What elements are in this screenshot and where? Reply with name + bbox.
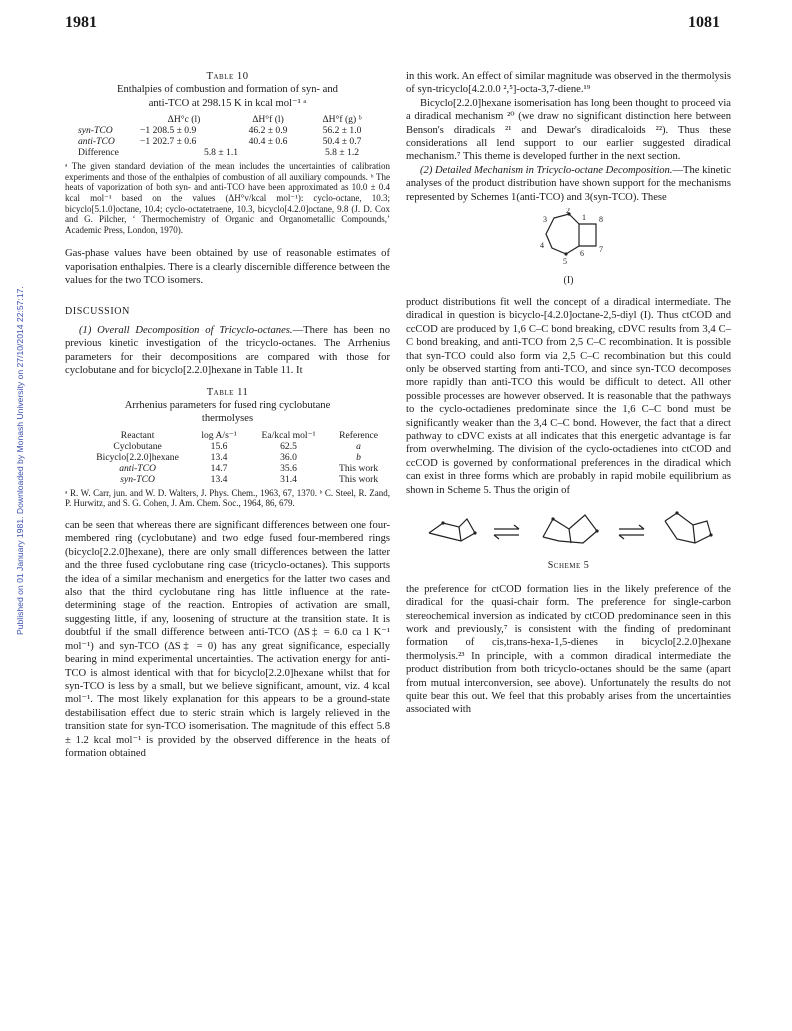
table11-caption: Arrhenius parameters for fused ring cyclobutane thermolyses	[124, 400, 331, 425]
table11-label: Table 11	[206, 386, 249, 398]
scheme-5-drawing	[419, 507, 719, 555]
atom-number: 1	[581, 213, 586, 223]
table-row: Bicyclo[2.2.0]hexane 13.4 36.0 b	[96, 451, 361, 463]
atom-number: 3	[542, 215, 547, 225]
left-column	[65, 70, 390, 760]
page-number-right: 1081	[688, 14, 720, 31]
paragraph: (1) Overall Decomposition of Tricyclo-octanes.—There has been no previous kinetic investigation of the tricyclo-octanes. The Arrhenius parameters for their decompositions are compared with those for cyclobutane and for bicyclo[2.2.0]hexane in Table 11. It	[65, 325, 390, 377]
atom-number: 5	[562, 257, 567, 267]
structure-I	[406, 208, 731, 288]
table-header-row: Reactant log A/s⁻¹ Ea/kcal mol⁻¹ Reference	[120, 429, 379, 441]
atom-number: 6	[579, 249, 584, 259]
paragraph: Gas-phase values have been obtained by use of reasonable estimates of vaporisation enthalpies. There is a clearly discernible difference between the values for the two TCO isomers.	[65, 248, 390, 287]
paragraph: the preference for ctCOD formation lies in the likely preference of the diradical for the quasi-chair form. The preference for single-carbon stereochemical inversion as indicated by ctCOD predominance seen in this work and previously,⁷ is consistent with the finding of predominant formation of cis,trans-hexa-1,5-dienes in bicyclo[2.2.0]hexane thermolysis.²³ In principle, with a common diradical intermediate the product distribution from both tricyclo-octanes should be the same (apart from mutual interconversion, see above). Unfortunately the results do not quite bear this out. We feel that this probably arises from the uncertainties associated with	[406, 583, 731, 716]
table-row: syn-TCO −1 208.5 ± 0.9 46.2 ± 0.9 56.2 ± 1.0	[78, 125, 362, 137]
table10-label: Table 10	[206, 71, 249, 82]
discussion-heading: DISCUSSION	[65, 305, 130, 317]
atom-number: 2	[565, 208, 570, 216]
table10-footnote: ᵃ The given standard deviation of the mean includes the uncertainties of calibration experiments and those of the enthalpies of combustion of all auxiliary compounds. ᵇ The heats of vaporization of both syn- and anti-TCO have been approximated as 10.0 ± 0.4 kcal mol⁻¹ based on the values (ΔH°v/kcal mol⁻¹): cyclo-octane, 10.3; bicyclo[5.1.0]octane, 10.4; cyclo-octatetraene, 10.3, bicyclo[4.2.0]octane, 9.8 (J. D. Cox and G. Pilcher, ‘ Thermochemistry of Organic and Organometallic Compounds,’ Academic Press, London, 1970).	[65, 161, 390, 235]
atom-number: 8	[598, 215, 603, 225]
table-row: Cyclobutane 15.6 62.5 a	[113, 440, 361, 452]
six-membered-ring	[546, 214, 579, 254]
table10-caption: Enthalpies of combustion and formation of syn- and anti-TCO at 298.15 K in kcal mol⁻¹ ᵃ	[117, 84, 338, 109]
scheme-5	[406, 507, 731, 573]
radical-dot	[551, 517, 554, 520]
atom-number: 7	[598, 245, 603, 255]
radical-dot	[709, 533, 712, 536]
table-row: anti-TCO −1 202.7 ± 0.6 40.4 ± 0.6 50.4 ± 0.7	[78, 136, 362, 148]
paragraph: in this work. An effect of similar magnitude was observed in the thermolysis of syn-tricyclo[4.2.0.0 ²,⁵]-octa-3,7-diene.¹⁹	[406, 71, 731, 96]
download-notice: Published on 01 January 1981. Downloaded by Monash University on 27/10/2014 22:57:17.	[15, 286, 25, 635]
radical-dot	[595, 529, 598, 532]
structure-I-label: (I)	[563, 275, 574, 287]
paragraph: can be seen that whereas there are significant differences between one four-membered ring (cyclobutane) and two edge fused four-membered rings (bicyclo[2.2.0]hexane), there are only small differences between the latter and the three fused cyclobutane ring case (tricyclo-octanes). This supports the idea of a similar mechanism and energetics for the latter two cases and also that the third cyclobutane ring has little influence at the rate-determining stage of the reaction. Entropies of activation are small, suggesting little, if any, loosening of structure at the transition state. It is doubtful if the small difference between anti-TCO (ΔS‡ = 6.0 ca l K⁻¹ mol⁻¹) and syn-TCO (ΔS‡ = 0) has any great significance, especially bearing in mind experimental uncertainties. The activation energy for anti-TCO is almost identical with that for bicyclo[2.2.0]hexane whilst that for syn-TCO is less by a small, but we believe significant, amount, viz. 4 kcal mol⁻¹. The most likely explanation for this appears to be a ground-state destabilisation effect due to steric strain which is largely relieved in the transition state for syn-TCO isomerisation. The magnitude of this effect 5.8 ± 1.2 kcal mol⁻¹ is provided by the observed difference in the heats of formation obtained	[65, 520, 390, 759]
table11	[87, 430, 390, 485]
table-row: anti-TCO 14.7 35.6 This work	[119, 462, 379, 474]
right-column	[406, 70, 731, 717]
radical-dot	[473, 531, 476, 534]
radical-dot	[441, 521, 444, 524]
table-row: Difference 5.8 ± 1.1 5.8 ± 1.2	[78, 147, 360, 159]
chair-diradical	[429, 519, 475, 541]
table-row: syn-TCO 13.4 31.4 This work	[120, 473, 379, 485]
paragraph: Bicyclo[2.2.0]hexane isomerisation has long been thought to proceed via a diradical mechanism ²⁰ (we draw no significant distinction here between Benson's diradicals ²¹ and Dewar's diradicaloids ²²). Thus these considerations all lend support to our earlier suggested diradical mechanism.⁷ This theme is developed further in the next section.	[406, 97, 731, 163]
table10	[75, 114, 379, 158]
structure-I-drawing	[524, 208, 614, 270]
radical-dot	[675, 511, 678, 514]
radical-dot	[564, 252, 567, 255]
paragraph: product distributions fit well the concept of a diradical intermediate. The diradical in question is bicyclo-[4.2.0]octane-2,5-diyl (I). Thus ctCOD and ccCOD are produced by 1,6 C–C bond breaking, cDVC results from 3,4 C–C bond breaking, and anti-TCO from 2,5 C–C recombination. It is possible that syn-TCO could also form via 2,5 C–C recombination but this could only be observed starting from anti-TCO, and since syn-TCO decomposes more rapidly than anti-TCO this would be difficult to detect. All other possible processes are however observed. It is reasonable that the pathways to the cyclo-octadienes predominate since the 1,6 C–C bond must be significantly weaker than the 3,4 C–C bond. However, the fact that a direct pathway to cDVC exists at all indicates that this energetic advantage is far from overwhelming. The division of the cyclo-octadienes into ctCOD and ccCOD is governed by conformational preferences in the diradical which can exist in three forms which are probably in rapid mobile equilibrium as shown in Scheme 5. Thus the origin of	[406, 296, 731, 496]
paragraph: (2) Detailed Mechanism in Tricyclo-octane Decomposition.—The kinetic analyses of the product distribution have shown support for the mechanisms represented by Schemes 1(anti-TCO) and 3(syn-TCO). These	[406, 164, 731, 203]
scheme-5-label: Scheme 5	[547, 560, 590, 572]
table-header-row: ΔH°c (l) ΔH°f (l) ΔH°f (g) ᵇ	[167, 114, 362, 126]
table11-footnote: ᵃ R. W. Carr, jun. and W. D. Walters, J. Phys. Chem., 1963, 67, 1370. ᵇ C. Steel, R. Zand, P. Hurwitz, and S. G. Cohen, J. Am. Chem. Soc., 1964, 86, 679.	[65, 487, 390, 509]
four-membered-ring	[579, 224, 596, 246]
page-number-left: 1981	[65, 14, 97, 31]
twist-diradical	[665, 513, 711, 543]
atom-number: 4	[539, 241, 544, 251]
